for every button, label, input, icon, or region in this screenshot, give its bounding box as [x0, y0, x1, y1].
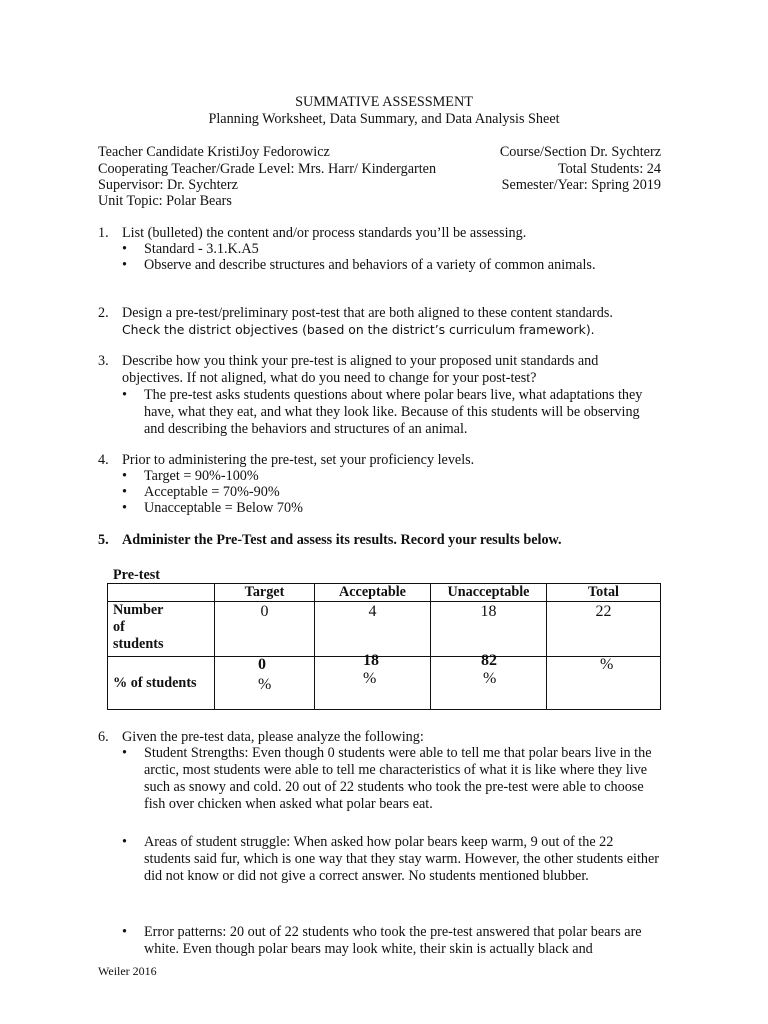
q5-text: Administer the Pre-Test and assess its results. Record your results below. — [122, 532, 562, 548]
q6-text: Given the pre-test data, please analyze the following: — [122, 729, 424, 745]
percent-target: 0 % — [215, 657, 315, 710]
q2-line1: Design a pre-test/preliminary post-test that are both aligned to these content standards. — [122, 305, 613, 321]
header-acceptable: Acceptable — [315, 584, 431, 602]
supervisor: Supervisor: Dr. Sychterz — [98, 177, 238, 193]
bullet-icon: • — [122, 257, 127, 273]
bullet-icon: • — [122, 500, 127, 516]
percent-total: % — [547, 657, 661, 710]
count-total: 22 — [547, 602, 661, 657]
row-label-percent: % of students — [108, 657, 215, 710]
count-unacceptable: 18 — [431, 602, 547, 657]
semester-year: Semester/Year: Spring 2019 — [501, 177, 661, 193]
table-header-row — [108, 584, 661, 602]
total-students: Total Students: 24 — [557, 161, 661, 177]
course-section: Course/Section Dr. Sychterz — [499, 144, 661, 160]
item-number: 6. — [98, 729, 109, 745]
document-title: SUMMATIVE ASSESSMENT — [295, 94, 473, 110]
q4-bullet: Target = 90%-100% — [144, 468, 259, 484]
pretest-label: Pre-test — [113, 567, 160, 583]
row-label-number: Number of students — [108, 602, 215, 657]
pretest-table — [107, 583, 661, 710]
item-number: 4. — [98, 452, 109, 468]
footer-text: Weiler 2016 — [98, 964, 157, 978]
count-acceptable: 4 — [315, 602, 431, 657]
table-row — [108, 657, 661, 710]
q6-errors: Error patterns: 20 out of 22 students who took the pre-test answered that polar bears are white. Even though polar bears may look white, their skin is actually black and — [144, 924, 642, 957]
item-number: 3. — [98, 353, 109, 369]
unit-topic: Unit Topic: Polar Bears — [98, 193, 232, 209]
bullet-icon: • — [122, 241, 127, 257]
q2-line2: Check the district objectives (based on the district’s curriculum framework). — [122, 322, 595, 337]
percent-unacceptable: 82 % — [431, 657, 547, 710]
q4-text: Prior to administering the pre-test, set your proficiency levels. — [122, 452, 475, 468]
q3-text: Describe how you think your pre-test is aligned to your proposed unit standards and objectives. If not aligned, what do you need to change for your post-test? — [122, 353, 599, 386]
q4-bullet: Acceptable = 70%-90% — [144, 484, 280, 500]
bullet-icon: • — [122, 387, 127, 403]
header-total: Total — [547, 584, 661, 602]
teacher-candidate: Teacher Candidate KristiJoy Fedorowicz — [98, 144, 330, 160]
q6-struggle: Areas of student struggle: When asked how polar bears keep warm, 9 out of the 22 students said fur, which is one way that they stay warm. However, the other students either did not know or did not give a correct answer. No students mentioned blubber. — [144, 834, 660, 884]
q1-bullet: Standard - 3.1.K.A5 — [144, 241, 259, 257]
cooperating-teacher: Cooperating Teacher/Grade Level: Mrs. Harr/ Kindergarten — [98, 161, 437, 177]
bullet-icon: • — [122, 468, 127, 484]
header-unacceptable: Unacceptable — [431, 584, 547, 602]
bullet-icon: • — [122, 834, 127, 850]
count-target: 0 — [215, 602, 315, 657]
percent-acceptable: 18 % — [315, 657, 431, 710]
table-corner-cell — [108, 584, 215, 602]
item-number: 1. — [98, 225, 109, 241]
q4-bullet: Unacceptable = Below 70% — [144, 500, 303, 516]
q6-strengths: Student Strengths: Even though 0 students were able to tell me that polar bears live in the arctic, most students were able to tell me characteristics of what it is like where they live such as snowy and cold. 20 out of 22 students who took the pre-test were able to choose fish over chicken when asked what polar bears eat. — [144, 745, 652, 812]
q3-bullet: The pre-test asks students questions about where polar bears live, what adaptations they have, what they eat, and what they look like. Because of this students will be observing and describing the behaviors and structures of an animal. — [144, 387, 643, 437]
q1-bullet: Observe and describe structures and behaviors of a variety of common animals. — [144, 257, 596, 273]
document-subtitle: Planning Worksheet, Data Summary, and Data Analysis Sheet — [208, 111, 560, 127]
q1-text: List (bulleted) the content and/or process standards you’ll be assessing. — [122, 225, 527, 241]
header-target: Target — [215, 584, 315, 602]
item-number: 5. — [98, 532, 109, 548]
bullet-icon: • — [122, 924, 127, 940]
bullet-icon: • — [122, 745, 127, 761]
bullet-icon: • — [122, 484, 127, 500]
table-row — [108, 602, 661, 657]
item-number: 2. — [98, 305, 109, 321]
